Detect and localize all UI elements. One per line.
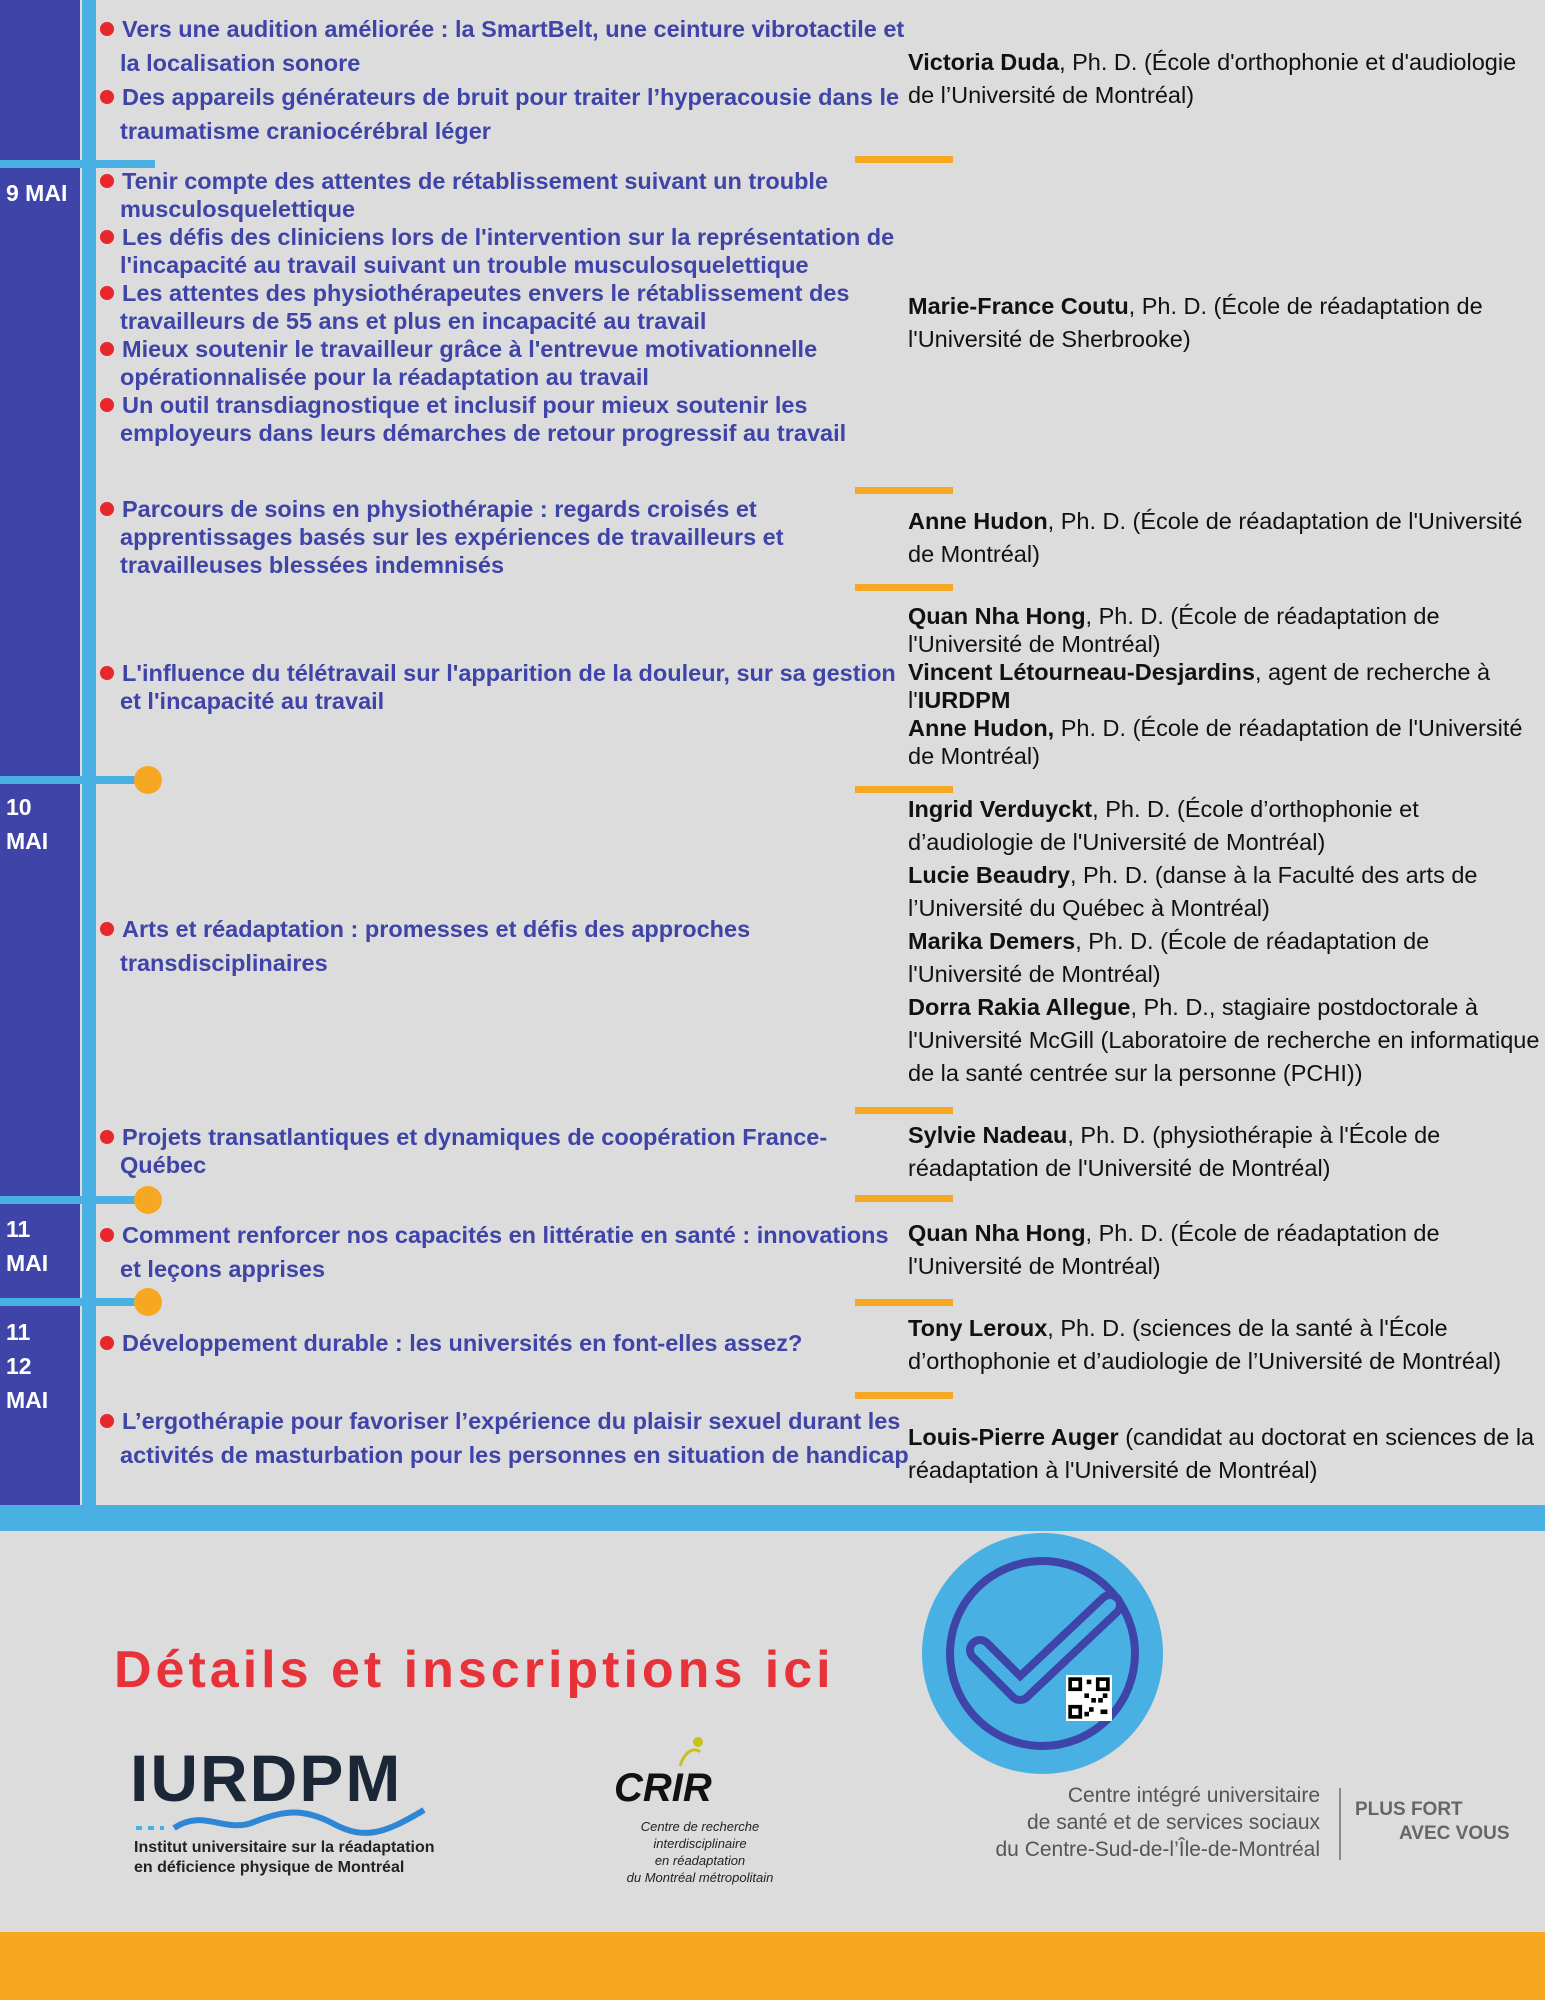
topic-item: Tenir compte des attentes de rétablissement suivant un trouble musculosquelettique	[100, 167, 910, 223]
speaker-divider	[855, 786, 953, 793]
speaker	[908, 46, 1543, 112]
speaker	[908, 925, 1543, 991]
ciusss-line: Centre intégré universitaire	[1067, 1784, 1320, 1807]
session-speakers	[908, 46, 1543, 112]
session-topics	[100, 1218, 910, 1286]
speaker-name: Tony Leroux	[908, 1315, 1048, 1341]
topic-item: L'influence du télétravail sur l'apparition de la douleur, sur sa gestion et l'incapacité au travail	[100, 659, 910, 715]
topic-item: Les défis des cliniciens lors de l'intervention sur la représentation de l'incapacité au travail suivant un trouble musculosquelettique	[100, 223, 910, 279]
topic-item: Arts et réadaptation : promesses et défis des approches transdisciplinaires	[100, 912, 910, 980]
topic-item: Un outil transdiagnostique et inclusif pour mieux soutenir les employeurs dans leurs démarches de retour progressif au travail	[100, 391, 910, 447]
session-topics	[100, 1404, 910, 1472]
ciusss-logo	[900, 1782, 1320, 1863]
session-speakers	[908, 1217, 1543, 1283]
speaker	[908, 991, 1543, 1090]
speaker-affiliation: , agent de recherche à l'	[908, 659, 1491, 713]
speaker-affiliation: , Ph. D. (École de réadaptation de l'Université de Montréal)	[908, 603, 1440, 657]
speaker-affiliation: , Ph. D., stagiaire postdoctorale à l'Université McGill (Laboratoire de recherche en informatique de la santé centrée sur la personne (PCHI))	[908, 994, 1540, 1086]
speaker	[908, 1119, 1543, 1185]
timeline-separator	[0, 1196, 140, 1204]
date-day: 11	[6, 1319, 31, 1345]
topic-item: L’ergothérapie pour favoriser l’expérience du plaisir sexuel durant les activités de masturbation pour les personnes en situation de handicap	[100, 1404, 910, 1472]
session-topics	[100, 495, 910, 579]
caption-line: en déficience physique de Montréal	[134, 1859, 405, 1876]
speaker-affiliation: , Ph. D. (École de réadaptation de l'Université de Montréal)	[908, 508, 1523, 567]
topic-item: Les attentes des physiothérapeutes envers le rétablissement des travailleurs de 55 ans et plus en incapacité au travail	[100, 279, 910, 335]
speaker-divider	[855, 1195, 953, 1202]
speaker-affiliation: , Ph. D. (sciences de la santé à l'École d’orthophonie et d’audiologie de l’Université de Montréal)	[908, 1315, 1502, 1374]
session-speakers	[908, 1312, 1543, 1378]
speaker-name: Vincent Létourneau-Desjardins	[908, 659, 1255, 685]
speaker-name: Anne Hudon,	[908, 715, 1055, 741]
crir-logo: CRIR	[614, 1766, 712, 1810]
speaker-name: Lucie Beaudry	[908, 862, 1070, 888]
session-topics	[100, 12, 910, 148]
session-speakers	[908, 602, 1543, 770]
iurdpm-wave-icon	[134, 1806, 434, 1836]
session-topics	[100, 1329, 910, 1357]
session-topics	[100, 1123, 910, 1179]
speaker-name: Dorra Rakia Allegue	[908, 994, 1131, 1020]
speaker-affiliation: , Ph. D. (École de réadaptation de l'Université de Sherbrooke)	[908, 293, 1483, 352]
caption-line: en réadaptation	[654, 1853, 746, 1868]
speaker-affiliation: , Ph. D. (École d’orthophonie et d’audiologie de l'Université de Montréal)	[908, 796, 1419, 855]
iurdpm-logo: IURDPM	[130, 1741, 403, 1815]
session-topics	[100, 167, 910, 447]
session-topics	[100, 912, 910, 980]
qr-code-icon[interactable]	[1066, 1675, 1112, 1721]
speaker-name: Victoria Duda	[908, 49, 1060, 75]
topic-item: Comment renforcer nos capacités en littératie en santé : innovations et leçons apprises	[100, 1218, 910, 1286]
logo-divider	[1339, 1788, 1341, 1860]
topic-item: Parcours de soins en physiothérapie : regards croisés et apprentissages basés sur les expériences de travailleurs et travailleuses blessées indemnisés	[100, 495, 910, 579]
session-speakers	[908, 1119, 1543, 1185]
date-day: 10	[6, 794, 32, 820]
caption-line: interdisciplinaire	[653, 1836, 747, 1851]
topic-item: Mieux soutenir le travailleur grâce à l'entrevue motivationnelle opérationnalisée pour la réadaptation au travail	[100, 335, 910, 391]
timeline-dot	[134, 1288, 162, 1316]
speaker-name: Ingrid Verduyckt	[908, 796, 1093, 822]
speaker-name: Marie-France Coutu	[908, 293, 1129, 319]
speaker-name: Anne Hudon	[908, 508, 1048, 534]
session-speakers	[908, 505, 1543, 571]
topic-item: Vers une audition améliorée : la SmartBelt, une ceinture vibrotactile et la localisation sonore	[100, 12, 910, 80]
iurdpm-caption	[134, 1838, 435, 1878]
speaker	[908, 602, 1543, 658]
crir-caption	[600, 1818, 800, 1886]
timeline-separator	[0, 1298, 140, 1306]
details-registration-link[interactable]: Détails et inscriptions ici	[114, 1641, 835, 1699]
speaker-divider	[855, 487, 953, 494]
caption-line: du Montréal métropolitain	[626, 1870, 774, 1885]
date-label: 9 MAI	[6, 180, 68, 206]
session-speakers	[908, 1421, 1543, 1487]
session-speakers	[908, 793, 1543, 1090]
speaker	[908, 1421, 1543, 1487]
speaker-divider	[855, 584, 953, 591]
speaker-name: Louis-Pierre Auger	[908, 1424, 1119, 1450]
footer-divider	[0, 1505, 1545, 1531]
speaker-name: Marika Demers	[908, 928, 1076, 954]
speaker-org: IURDPM	[917, 687, 1011, 713]
speaker	[908, 290, 1543, 356]
crir-figure-icon	[676, 1736, 706, 1770]
speaker	[908, 859, 1543, 925]
topic-item: Développement durable : les universités en font-elles assez?	[100, 1329, 910, 1357]
speaker-affiliation: , Ph. D. (École de réadaptation de l'Université de Montréal)	[908, 1220, 1440, 1279]
date-month: MAI	[6, 1250, 49, 1276]
topic-item: Projets transatlantiques et dynamiques de coopération France-Québec	[100, 1123, 910, 1179]
date-month: MAI	[6, 1387, 49, 1413]
speaker	[908, 1312, 1543, 1378]
topic-item: Des appareils générateurs de bruit pour traiter l’hyperacousie dans le traumatisme craniocérébral léger	[100, 80, 910, 148]
date-label	[6, 1212, 48, 1280]
speaker	[908, 505, 1543, 571]
speaker-divider	[855, 1299, 953, 1306]
footer-band	[0, 1932, 1545, 2000]
speaker-name: Quan Nha Hong	[908, 1220, 1086, 1246]
date-day: 12	[6, 1353, 32, 1379]
speaker	[908, 714, 1543, 770]
slogan-line: PLUS FORT	[1355, 1799, 1463, 1820]
slogan-line: AVEC VOUS	[1399, 1823, 1510, 1844]
caption-line: Institut universitaire sur la réadaptation	[134, 1839, 435, 1856]
speaker-divider	[855, 156, 953, 163]
date-month: MAI	[6, 828, 49, 854]
date-label	[6, 1315, 48, 1417]
speaker	[908, 793, 1543, 859]
ciusss-line: de santé et de services sociaux	[1027, 1811, 1320, 1834]
speaker-affiliation: , Ph. D. (École de réadaptation de l'Université de Montréal)	[908, 928, 1430, 987]
speaker-affiliation: , Ph. D. (danse à la Faculté des arts de l’Université du Québec à Montréal)	[908, 862, 1478, 921]
caption-line: Centre de recherche	[640, 1819, 760, 1834]
date-day: 11	[6, 1216, 31, 1242]
timeline-line	[82, 0, 96, 1505]
session-topics	[100, 659, 910, 715]
speaker-name: Sylvie Nadeau	[908, 1122, 1068, 1148]
speaker	[908, 658, 1543, 714]
date-label	[6, 790, 48, 858]
speaker-divider	[855, 1392, 953, 1399]
slogan-logo	[1355, 1798, 1510, 1846]
speaker-name: Quan Nha Hong	[908, 603, 1086, 629]
speaker-affiliation: , Ph. D. (École d'orthophonie et d'audiologie de l’Université de Montréal)	[908, 49, 1517, 108]
timeline-dot	[134, 1186, 162, 1214]
speaker-affiliation: Ph. D. (École de réadaptation de l'Université de Montréal)	[908, 715, 1523, 769]
speaker-affiliation: , Ph. D. (physiothérapie à l'École de réadaptation de l'Université de Montréal)	[908, 1122, 1441, 1181]
speaker-divider	[855, 1107, 953, 1114]
speaker	[908, 1217, 1543, 1283]
speaker-affiliation: (candidat au doctorat en sciences de la réadaptation à l'Université de Montréal)	[908, 1424, 1535, 1483]
timeline-dot	[134, 766, 162, 794]
ciusss-line: du Centre-Sud-de-l’Île-de-Montréal	[995, 1838, 1320, 1861]
session-speakers	[908, 290, 1543, 356]
timeline-separator	[0, 776, 140, 784]
